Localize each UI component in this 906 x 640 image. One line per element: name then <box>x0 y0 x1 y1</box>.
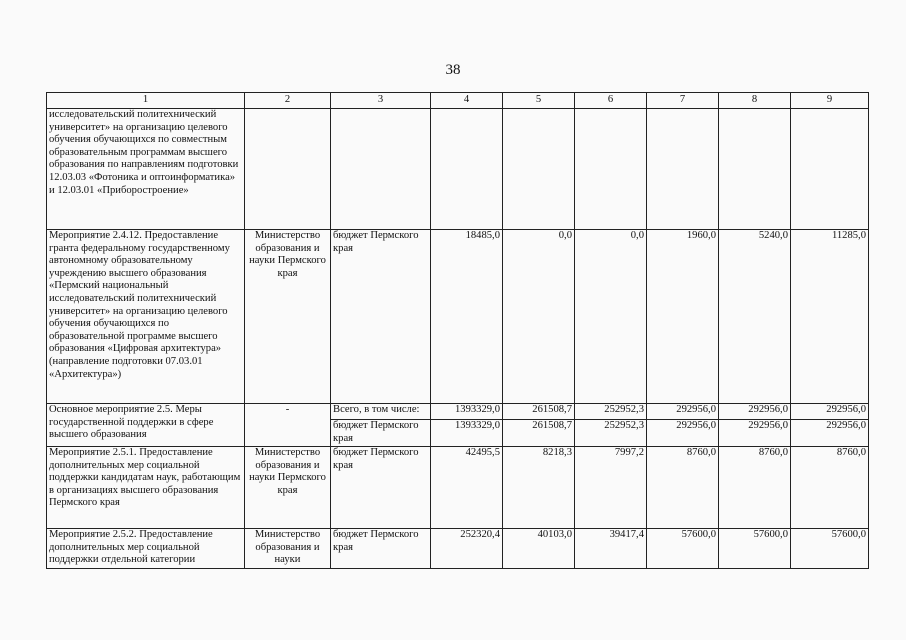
value-cell: 18485,0 <box>431 230 503 404</box>
column-header: 4 <box>431 93 503 109</box>
executor-cell <box>245 109 331 230</box>
value-cell <box>431 109 503 230</box>
table-row <box>47 447 869 529</box>
funding-source-cell: Всего, в том числе: <box>331 404 431 420</box>
value-cell: 1960,0 <box>647 230 719 404</box>
value-cell <box>575 109 647 230</box>
activity-name: Основное мероприятие 2.5. Меры государственной поддержки в сфере высшего образования <box>47 404 245 447</box>
value-cell <box>503 109 575 230</box>
activity-name: Мероприятие 2.5.2. Предоставление дополнительных мер социальной поддержки отдельной категории <box>47 529 245 569</box>
column-header: 8 <box>719 93 791 109</box>
activity-name: Мероприятие 2.4.12. Предоставление гранта федеральному государственному автономному образовательному учреждению высшего образования «Пермский национальный исследовательский политехнический университет» на организацию целевого обучения обучающихся по образовательной программе высшего образования «Цифровая архитектура» (направление подготовки 07.03.01 «Архитектура») <box>47 230 245 404</box>
value-cell: 261508,7 <box>503 404 575 420</box>
value-cell: 252952,3 <box>575 404 647 420</box>
value-cell: 252952,3 <box>575 420 647 447</box>
value-cell: 292956,0 <box>791 420 869 447</box>
value-cell: 252320,4 <box>431 529 503 569</box>
value-cell: 1393329,0 <box>431 404 503 420</box>
value-cell: 57600,0 <box>647 529 719 569</box>
value-cell: 292956,0 <box>647 404 719 420</box>
table-row <box>47 109 869 230</box>
value-cell: 292956,0 <box>791 404 869 420</box>
column-header: 6 <box>575 93 647 109</box>
executor-cell: - <box>245 404 331 447</box>
value-cell: 11285,0 <box>791 230 869 404</box>
budget-table <box>46 92 869 569</box>
value-cell: 39417,4 <box>575 529 647 569</box>
value-cell: 0,0 <box>503 230 575 404</box>
value-cell: 8760,0 <box>791 447 869 529</box>
funding-source-cell: бюджет Пермского края <box>331 529 431 569</box>
table-row <box>47 529 869 569</box>
value-cell: 8760,0 <box>719 447 791 529</box>
page-number: 38 <box>445 62 461 78</box>
column-header: 3 <box>331 93 431 109</box>
table-row <box>47 404 869 420</box>
funding-source-cell: бюджет Пермского края <box>331 420 431 447</box>
column-header: 1 <box>47 93 245 109</box>
value-cell <box>791 109 869 230</box>
value-cell: 261508,7 <box>503 420 575 447</box>
value-cell: 57600,0 <box>791 529 869 569</box>
column-header: 5 <box>503 93 575 109</box>
value-cell: 8218,3 <box>503 447 575 529</box>
value-cell: 0,0 <box>575 230 647 404</box>
column-header: 2 <box>245 93 331 109</box>
table-row <box>47 230 869 404</box>
value-cell: 8760,0 <box>647 447 719 529</box>
activity-name: Мероприятие 2.5.1. Предоставление дополнительных мер социальной поддержки кандидатам наук, работающим в организациях высшего образования Пермского края <box>47 447 245 529</box>
value-cell: 40103,0 <box>503 529 575 569</box>
column-header: 9 <box>791 93 869 109</box>
value-cell: 5240,0 <box>719 230 791 404</box>
header-row <box>47 93 869 109</box>
funding-source-cell: бюджет Пермского края <box>331 447 431 529</box>
funding-source-cell <box>331 109 431 230</box>
value-cell: 7997,2 <box>575 447 647 529</box>
value-cell: 57600,0 <box>719 529 791 569</box>
executor-cell: Министерство образования и науки <box>245 529 331 569</box>
value-cell: 292956,0 <box>719 404 791 420</box>
funding-source-cell: бюджет Пермского края <box>331 230 431 404</box>
column-header: 7 <box>647 93 719 109</box>
executor-cell: Министерство образования и науки Пермского края <box>245 447 331 529</box>
value-cell: 292956,0 <box>719 420 791 447</box>
value-cell: 42495,5 <box>431 447 503 529</box>
value-cell: 1393329,0 <box>431 420 503 447</box>
activity-name: исследовательский политехнический университет» на организацию целевого обучения обучающихся по совместным образовательным программам высшего образования по направлениям подготовки 12.03.03 «Фотоника и оптоинформатика» и 12.03.01 «Приборостроение» <box>47 109 245 230</box>
executor-cell: Министерство образования и науки Пермского края <box>245 230 331 404</box>
value-cell <box>647 109 719 230</box>
value-cell: 292956,0 <box>647 420 719 447</box>
value-cell <box>719 109 791 230</box>
